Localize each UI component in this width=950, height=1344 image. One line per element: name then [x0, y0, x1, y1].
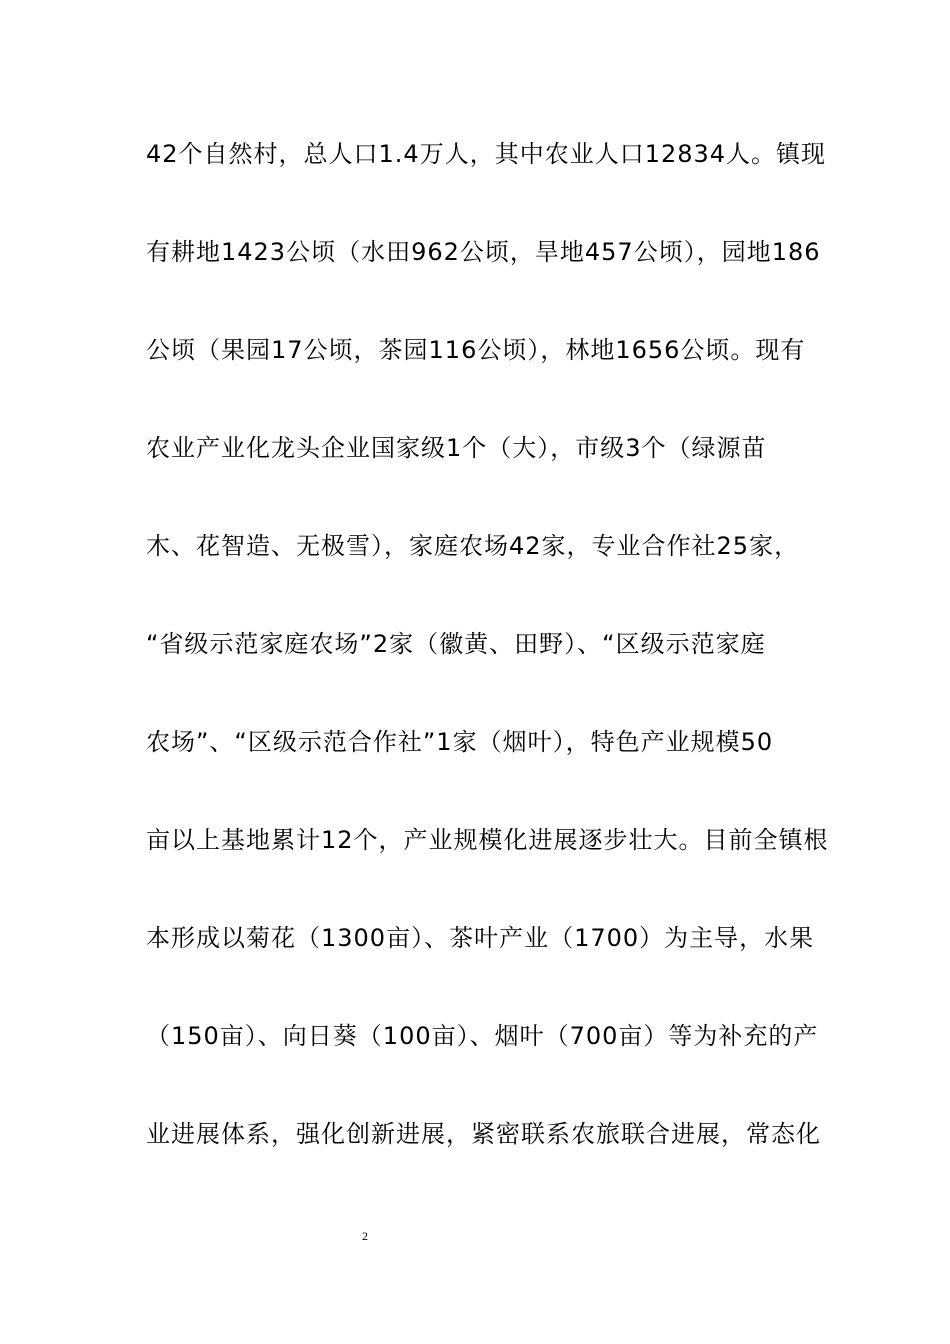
- text-line: 农场”、“区级示范合作社”1家（烟叶），特色产业规模50: [146, 728, 774, 756]
- page-number: 2: [362, 1229, 368, 1243]
- text-line: 亩以上基地累计12个，产业规模化进展逐步壮大。目前全镇根: [146, 826, 829, 854]
- text-line: 本形成以菊花（1300亩）、茶叶产业（1700）为主导，水果: [146, 924, 815, 952]
- text-line: 木、花智造、无极雪），家庭农场42家，专业合作社25家，: [146, 532, 800, 560]
- text-line: 农业产业化龙头企业国家级1个（大），市级3个（绿源苗: [146, 434, 767, 462]
- text-line: 公顷（果园17公顷，茶园116公顷），林地1656公顷。现有: [146, 336, 806, 364]
- text-line: “省级示范家庭农场”2家（徽黄、田野）、“区级示范家庭: [146, 630, 766, 658]
- text-line: 42个自然村，总人口1.4万人，其中农业人口12834人。镇现: [146, 140, 827, 168]
- text-line: 业进展体系，强化创新进展，紧密联系农旅联合进展，常态化: [146, 1120, 821, 1148]
- body-text: [146, 130, 829, 1208]
- text-line: 有耕地1423公顷（水田962公顷，旱地457公顷），园地186: [146, 238, 821, 266]
- text-line: （150亩）、向日葵（100亩）、烟叶（700亩）等为补充的产: [146, 1022, 819, 1050]
